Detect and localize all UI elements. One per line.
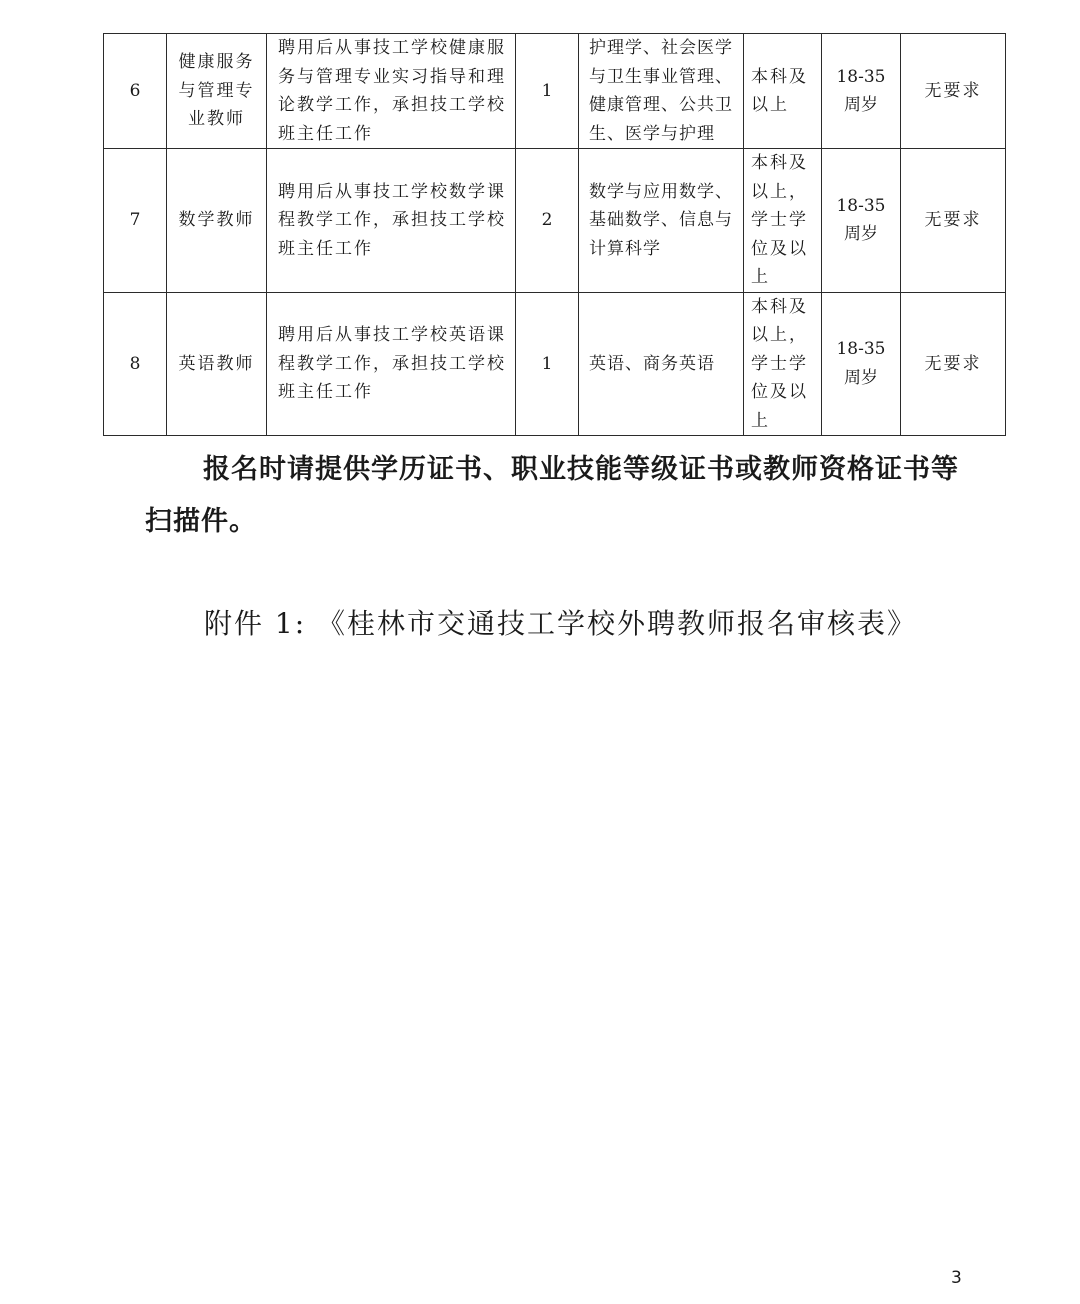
page-number: 3 — [951, 1268, 962, 1288]
cell-duty: 聘用后从事技工学校英语课程教学工作，承担技工学校班主任工作 — [267, 292, 516, 436]
cell-education: 本科及以上，学士学位及以上 — [744, 292, 822, 436]
cell-age: 18-35周岁 — [822, 292, 901, 436]
cell-other: 无要求 — [901, 34, 1006, 149]
cell-education: 本科及以上，学士学位及以上 — [744, 149, 822, 293]
cell-post: 英语教师 — [167, 292, 267, 436]
cell-no: 8 — [104, 292, 167, 436]
table-row — [104, 292, 1006, 436]
cell-age: 18-35周岁 — [822, 34, 901, 149]
cell-no: 6 — [104, 34, 167, 149]
cell-education: 本科及以上 — [744, 34, 822, 149]
table-row — [104, 34, 1006, 149]
cell-no: 7 — [104, 149, 167, 293]
cell-major: 护理学、社会医学与卫生事业管理、健康管理、公共卫生、医学与护理 — [579, 34, 744, 149]
cell-age: 18-35周岁 — [822, 149, 901, 293]
submission-note: 报名时请提供学历证书、职业技能等级证书或教师资格证书等扫描件。 — [145, 454, 959, 537]
cell-duty: 聘用后从事技工学校健康服务与管理专业实习指导和理论教学工作，承担技工学校班主任工作 — [267, 34, 516, 149]
attachment-line: 附件 1: 《桂林市交通技工学校外聘教师报名审核表》 — [204, 607, 918, 640]
cell-post: 数学教师 — [167, 149, 267, 293]
cell-post: 健康服务与管理专业教师 — [167, 34, 267, 149]
cell-count: 2 — [516, 149, 579, 293]
cell-other: 无要求 — [901, 292, 1006, 436]
cell-other: 无要求 — [901, 149, 1006, 293]
cell-count: 1 — [516, 292, 579, 436]
cell-count: 1 — [516, 34, 579, 149]
table-row — [104, 149, 1006, 293]
cell-major: 数学与应用数学、基础数学、信息与计算科学 — [579, 149, 744, 293]
cell-major: 英语、商务英语 — [579, 292, 744, 436]
position-table — [103, 33, 1006, 436]
cell-duty: 聘用后从事技工学校数学课程教学工作，承担技工学校班主任工作 — [267, 149, 516, 293]
